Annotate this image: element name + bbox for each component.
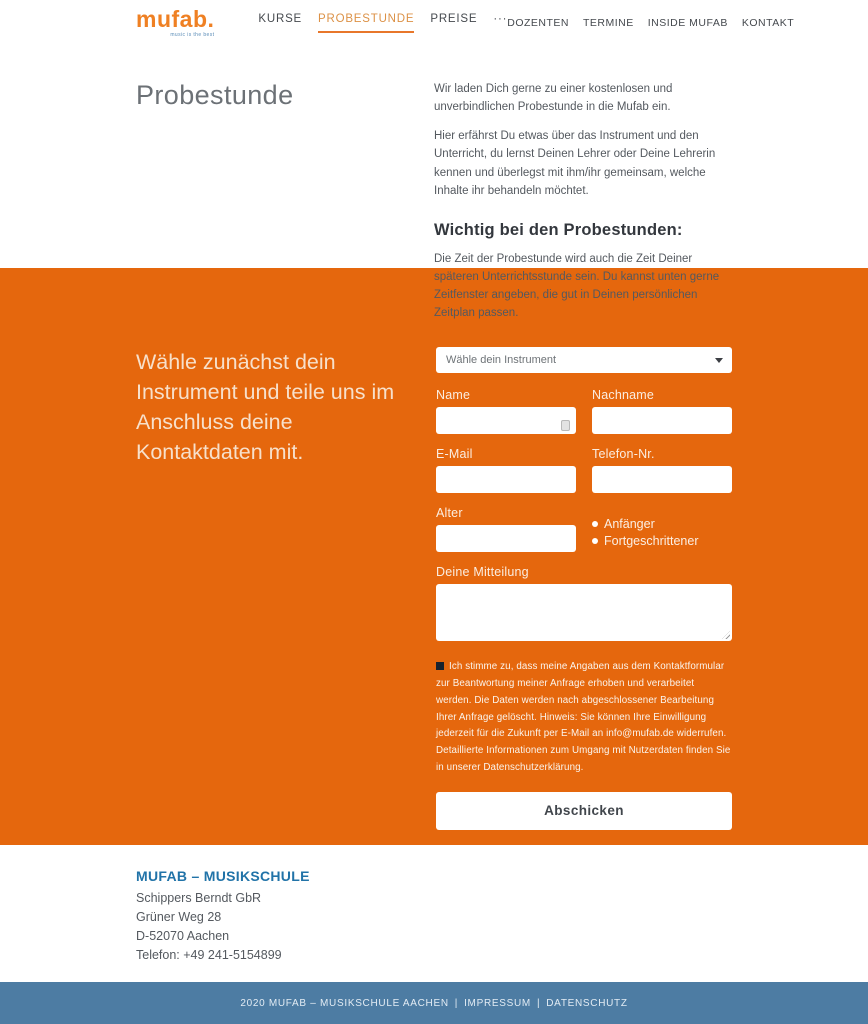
- footer-company-name: MUFAB – MUSIKSCHULE: [136, 868, 310, 884]
- radio-fortgeschrittener-label: Fortgeschrittener: [604, 534, 699, 548]
- intro-text-column: [434, 80, 732, 334]
- level-radio-group: [592, 517, 732, 552]
- email-input[interactable]: [436, 466, 576, 493]
- footer-line: Telefon: +49 241-5154899: [136, 948, 282, 962]
- alter-field-group: [436, 506, 576, 552]
- footer-line: Schippers Berndt GbR: [136, 891, 262, 905]
- footer-line: D-52070 Aachen: [136, 929, 230, 943]
- radio-dot-icon: [592, 538, 598, 544]
- secondary-nav: [507, 17, 794, 29]
- name-row: [436, 388, 732, 434]
- bottom-bar: [0, 982, 868, 1024]
- important-heading: Wichtig bei den Probestunden:: [434, 220, 683, 239]
- nav-item-dozenten[interactable]: DOZENTEN: [507, 17, 569, 29]
- impressum-link[interactable]: IMPRESSUM: [464, 997, 531, 1009]
- logo-tagline: music is the best: [170, 32, 215, 38]
- primary-nav: [258, 13, 507, 33]
- intro-paragraph: Wir laden Dich gerne zu einer kostenlosen und unverbindlichen Probestunde in die Mufab ein.: [434, 83, 673, 114]
- instrument-select[interactable]: [436, 347, 732, 373]
- mitteilung-textarea[interactable]: [436, 584, 732, 641]
- nav-more-icon[interactable]: ···: [493, 13, 508, 25]
- mitteilung-label: Deine Mitteilung: [436, 565, 529, 579]
- alter-row: [436, 506, 732, 552]
- radio-dot-icon: [592, 521, 598, 527]
- page-title: Probestunde: [136, 80, 294, 110]
- consent-block: [436, 659, 732, 777]
- email-label: E-Mail: [436, 447, 473, 461]
- radio-anfaenger-label: Anfänger: [604, 517, 655, 531]
- consent-checkbox[interactable]: [436, 662, 444, 670]
- autofill-icon: [561, 420, 570, 431]
- telefon-input[interactable]: [592, 466, 732, 493]
- nav-item-termine[interactable]: TERMINE: [582, 17, 634, 29]
- separator: |: [536, 997, 541, 1009]
- nachname-label: Nachname: [592, 388, 655, 402]
- separator: |: [454, 997, 459, 1009]
- form-headline: Wähle zunächst dein Instrument und teile uns im Anschluss deine Kontaktdaten mit.: [136, 350, 395, 465]
- email-field-group: [436, 447, 576, 493]
- alter-input[interactable]: [436, 525, 576, 552]
- instrument-select-value: Wähle dein Instrument: [446, 354, 557, 366]
- intro-paragraph: Hier erfährst Du etwas über das Instrument und den Unterricht, du lernst Deinen Lehrer oder Deine Lehrerin kennen und überlegst mit ihm/ihr gemeinsam, welche Inhalte ihr behandeln möchtet.: [434, 130, 716, 197]
- nav-item-inside-mufab[interactable]: INSIDE MUFAB: [647, 17, 728, 29]
- datenschutz-link[interactable]: DATENSCHUTZ: [546, 997, 628, 1009]
- nachname-input[interactable]: [592, 407, 732, 434]
- footer: [0, 845, 868, 982]
- telefon-field-group: [592, 447, 732, 493]
- name-label: Name: [436, 388, 471, 402]
- chevron-down-icon: [715, 358, 723, 363]
- logo-text: mufab.: [136, 6, 215, 32]
- alter-label: Alter: [436, 506, 463, 520]
- telefon-label: Telefon-Nr.: [592, 447, 655, 461]
- nachname-field-group: [592, 388, 732, 434]
- contact-row: [436, 447, 732, 493]
- footer-line: Grüner Weg 28: [136, 910, 222, 924]
- nav-item-probestunde[interactable]: PROBESTUNDE: [318, 13, 414, 33]
- mitteilung-field-group: [436, 565, 732, 641]
- name-input[interactable]: [436, 407, 576, 434]
- consent-text: Ich stimme zu, dass meine Angaben aus dem Kontaktformular zur Beantwortung meiner Anfrage erhoben und verarbeitet werden. Die Daten werden nach abgeschlossener Bearbeitung Ihrer Anfrage gelöscht. Hinweis: Sie können Ihre Einwilligung jederzeit für die Zukunft per E-Mail an info@mufab.de widerrufen. Detaillierte Informationen zum Umgang mit Nutzerdaten finden Sie in unserer Datenschutzerklärung.: [436, 661, 731, 774]
- copyright-text: 2020 MUFAB – MUSIKSCHULE AACHEN: [240, 997, 449, 1009]
- header: [0, 0, 868, 46]
- logo[interactable]: [136, 8, 214, 38]
- nav-item-kontakt[interactable]: KONTAKT: [741, 17, 795, 29]
- intro-section: [0, 46, 868, 320]
- submit-button[interactable]: Abschicken: [436, 792, 732, 830]
- nav-item-kurse[interactable]: KURSE: [258, 13, 303, 25]
- important-paragraph: Die Zeit der Probestunde wird auch die Zeit Deiner späteren Unterrichtsstunde sein. Du kannst unten gerne Zeitfenster angeben, die gut in Deinen persönlichen Zeitplan passen.: [434, 252, 720, 320]
- trial-form: [436, 347, 732, 830]
- radio-anfaenger[interactable]: [592, 517, 732, 531]
- nav-item-preise[interactable]: PREISE: [430, 13, 478, 25]
- name-field-group: [436, 388, 576, 434]
- trial-form-section: [0, 268, 868, 845]
- radio-fortgeschrittener[interactable]: [592, 534, 732, 548]
